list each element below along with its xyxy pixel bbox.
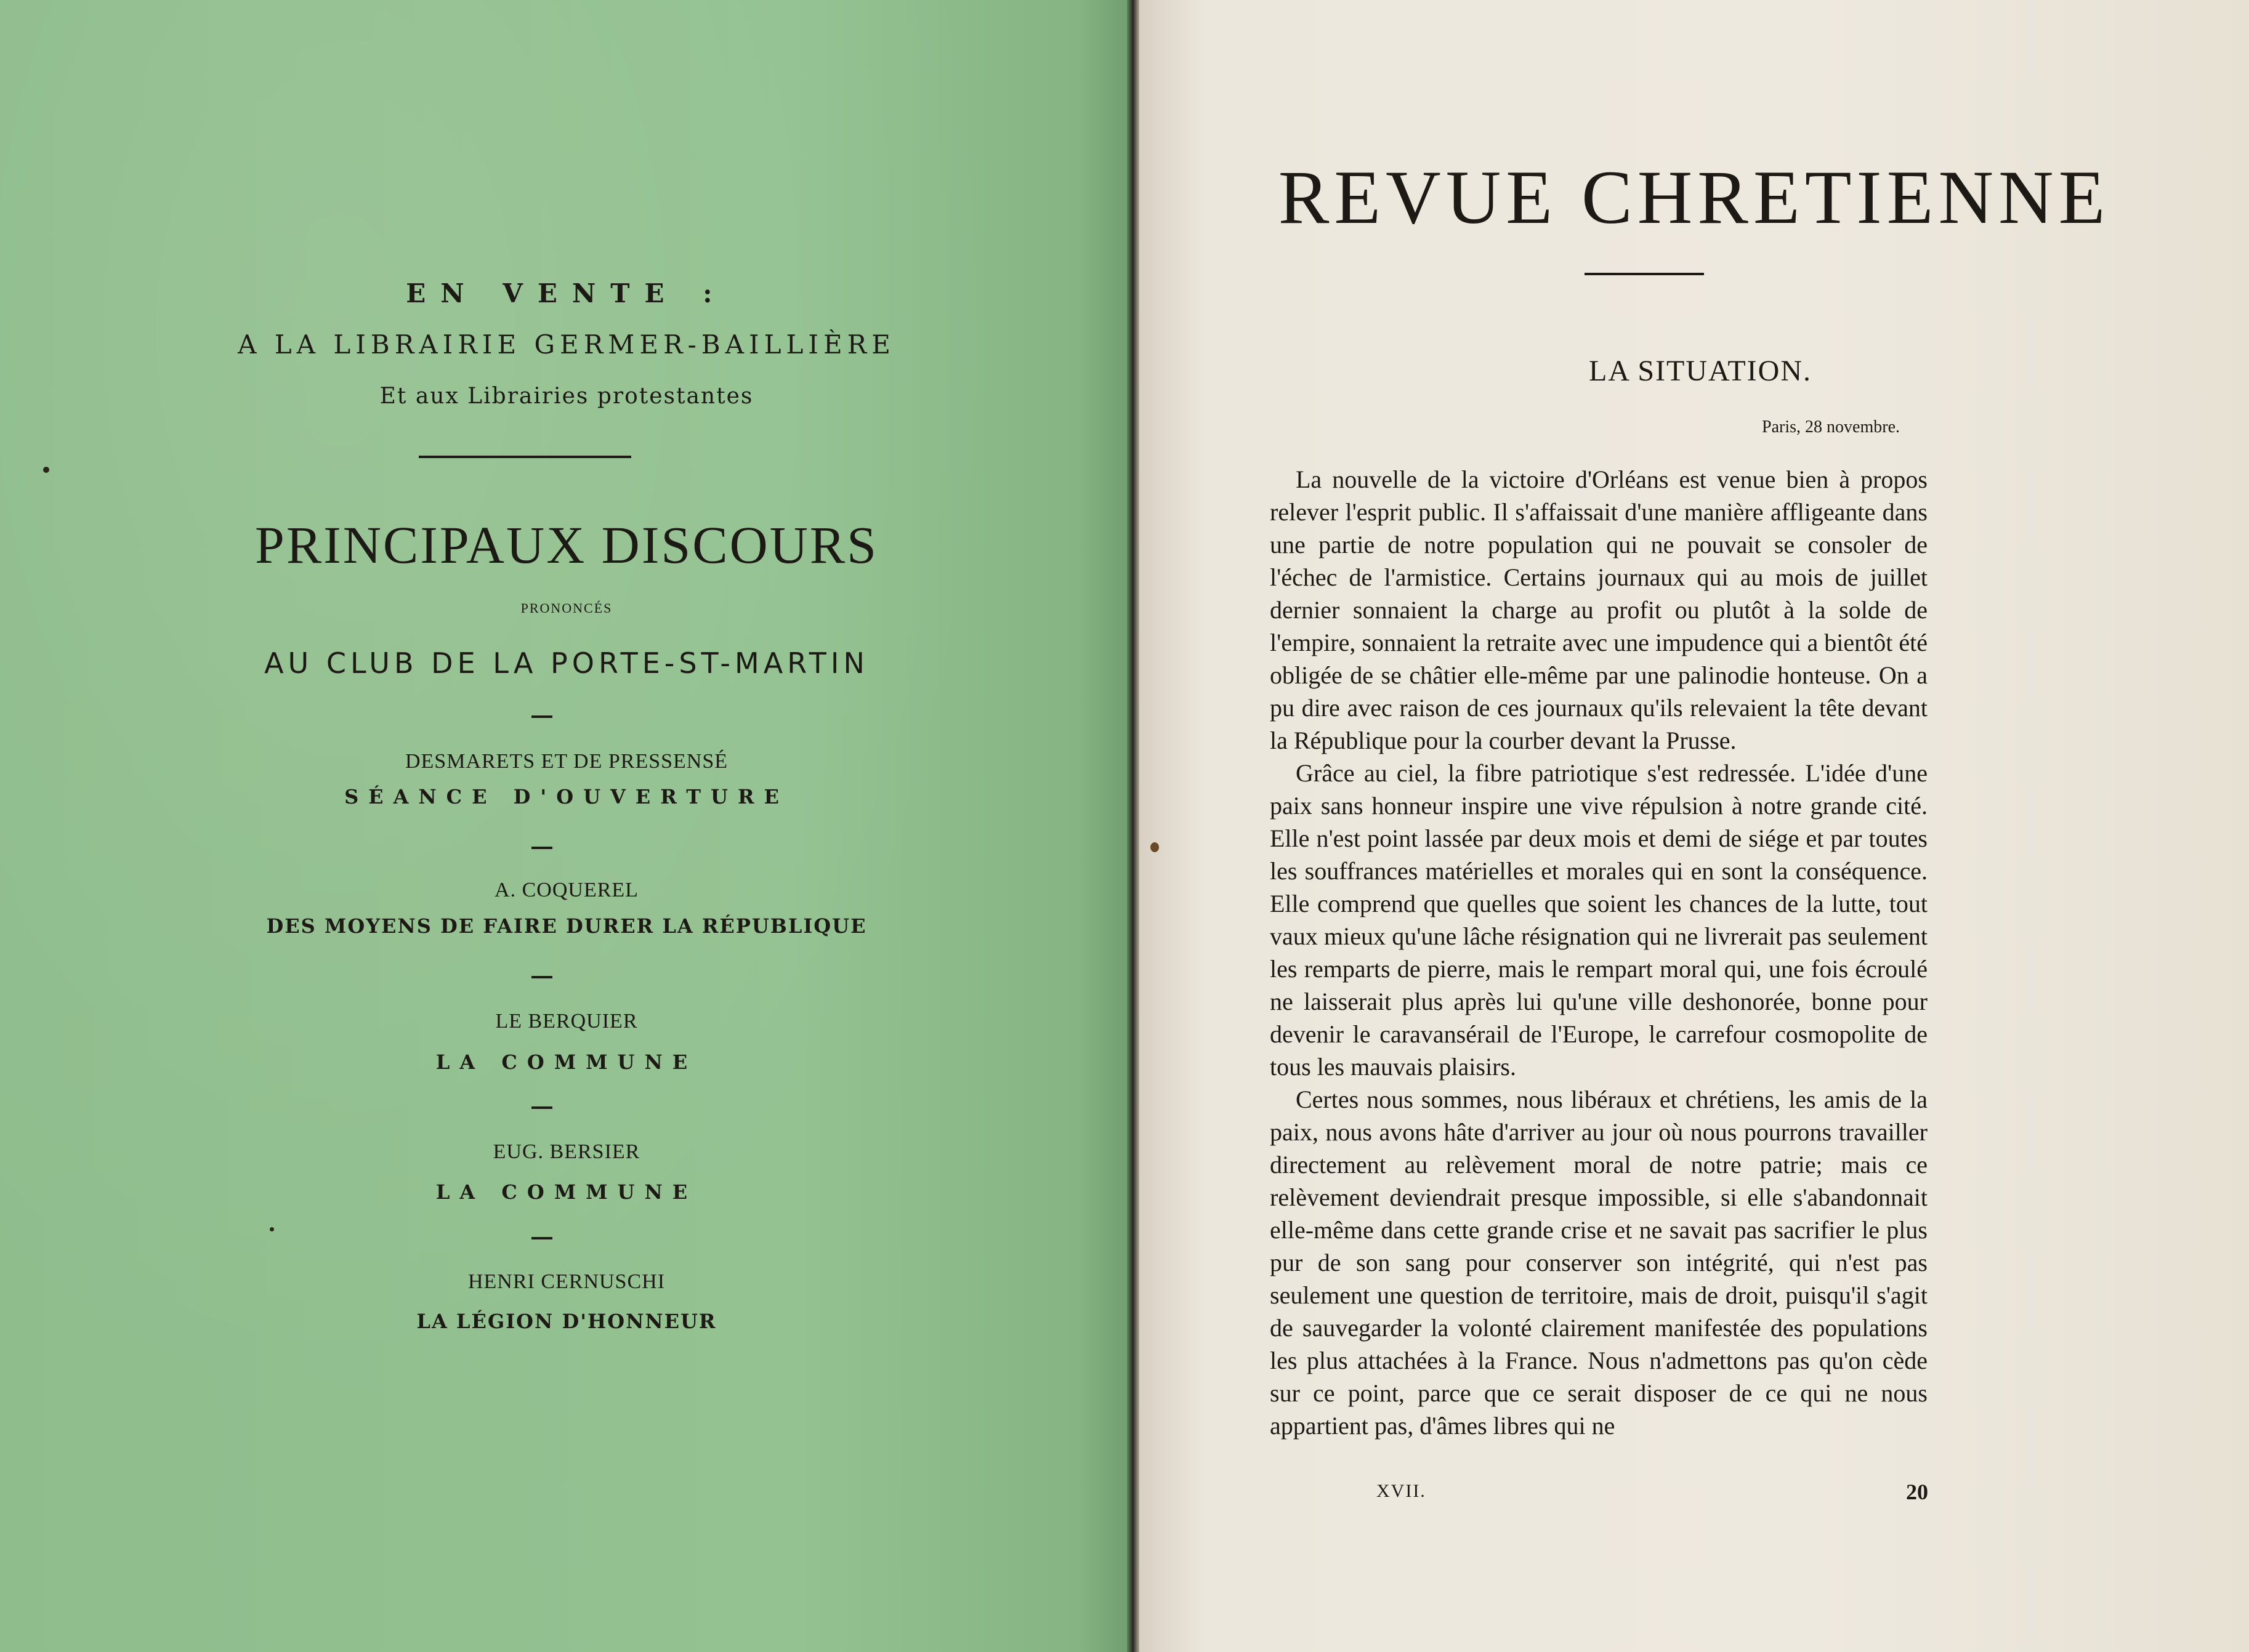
entry-speaker: A. COQUEREL bbox=[495, 879, 639, 901]
book-gutter bbox=[1127, 0, 1141, 1652]
dateline: Paris, 28 novembre. bbox=[1762, 417, 1900, 437]
paper-speck bbox=[270, 1227, 274, 1231]
article-body bbox=[1270, 463, 1928, 1442]
entry-speech: LA COMMUNE bbox=[435, 1050, 698, 1074]
entry-speaker: EUG. BERSIER bbox=[493, 1140, 640, 1163]
librairie-line: A LA LIBRAIRIE GERMER-BAILLIÈRE bbox=[238, 329, 895, 360]
entry-speech: SÉANCE D'OUVERTURE bbox=[344, 785, 789, 808]
entry-speaker: LE BERQUIER bbox=[495, 1010, 638, 1033]
cover-rule bbox=[419, 456, 631, 458]
entry-speaker: DESMARETS ET DE PRESSENSÉ bbox=[405, 750, 729, 773]
paper-speck bbox=[43, 467, 49, 473]
paper-speck bbox=[1150, 842, 1159, 852]
signature-mark: XVII. bbox=[1376, 1481, 1426, 1501]
entry-speech: DES MOYENS DE FAIRE DURER LA RÉPUBLIQUE bbox=[266, 914, 867, 938]
prononces-label: PRONONCÉS bbox=[520, 600, 613, 616]
entry-speaker: HENRI CERNUSCHI bbox=[467, 1270, 666, 1293]
entry-speech: LA COMMUNE bbox=[435, 1180, 698, 1204]
separator-dash bbox=[531, 1237, 552, 1239]
article-paragraph: La nouvelle de la victoire d'Orléans est venue bien à propos relever l'esprit public. Il s'affaissait d'une manière affligeante dans une partie de notre population qui ne pouvait se consoler de l'échec de l'armistice. Certains journaux qui au mois de juillet dernier sonnaient la charge au profit ou plutôt à la solde de l'empire, sonnaient la retraite avec une impudence qui a bientôt été obligée de se châtier elle-même par une palinodie honteuse. On a pu dire avec raison de ces journaux qu'ils relevaient la tête devant la République pour la courber devant la Prusse. bbox=[1270, 465, 1928, 754]
title-rule bbox=[1585, 273, 1704, 275]
separator-dash bbox=[531, 976, 552, 978]
separator-dash bbox=[531, 715, 552, 718]
section-title: LA SITUATION. bbox=[1589, 355, 1812, 387]
journal-title: REVUE CHRETIENNE bbox=[1278, 155, 2110, 240]
en-vente-heading: EN VENTE : bbox=[406, 278, 727, 308]
entry-speech: LA LÉGION D'HONNEUR bbox=[416, 1310, 717, 1333]
librairies-protestantes-line: Et aux Librairies protestantes bbox=[379, 384, 754, 409]
article-page bbox=[1139, 0, 2249, 1652]
cover-title: PRINCIPAUX DISCOURS bbox=[254, 515, 879, 574]
separator-dash bbox=[531, 1106, 552, 1109]
club-line: AU CLUB DE LA PORTE-ST-MARTIN bbox=[264, 647, 869, 680]
separator-dash bbox=[531, 847, 552, 849]
article-paragraph: Certes nous sommes, nous libéraux et chrétiens, les amis de la paix, nous avons hâte d'arriver au jour où nous pourrons travailler directement au relèvement moral de notre patrie; mais ce relèvement deviendrait presque impossible, si elle s'abandonnait elle-même dans cette grande crise et ne savait pas sacrifier le plus pur de son sang pour conserver son intégrité, qui n'est pas seulement une question de territoire, mais de droit, puisqu'il s'agit de sauvegarder la volonté clairement manifestée des populations les plus attachées à la France. Nous n'admettons pas qu'on cède sur ce point, parce que ce serait disposer de ce qui ne nous appartient pas, d'âmes libres qui ne bbox=[1270, 1086, 1928, 1440]
article-paragraph: Grâce au ciel, la fibre patriotique s'est redressée. L'idée d'une paix sans honneur inspire une vive répulsion à notre grande cité. Elle n'est point lassée par deux mois et demi de siége et par toutes les souffrances matérielles et morales qui en sont la conséquence. Elle comprend que quelles que soient les chances de la lutte, tout vaux mieux qu'une lâche résignation qui ne livrerait pas seulement les remparts de pierre, mais le rempart moral qui, une fois écroulé ne laisserait plus après lui qu'une ville deshonorée, bonne pour devenir le caravansérail de l'Europe, le carrefour cosmopolite de tous les mauvais plaisirs. bbox=[1270, 759, 1928, 1081]
page-number: 20 bbox=[1906, 1480, 1928, 1504]
